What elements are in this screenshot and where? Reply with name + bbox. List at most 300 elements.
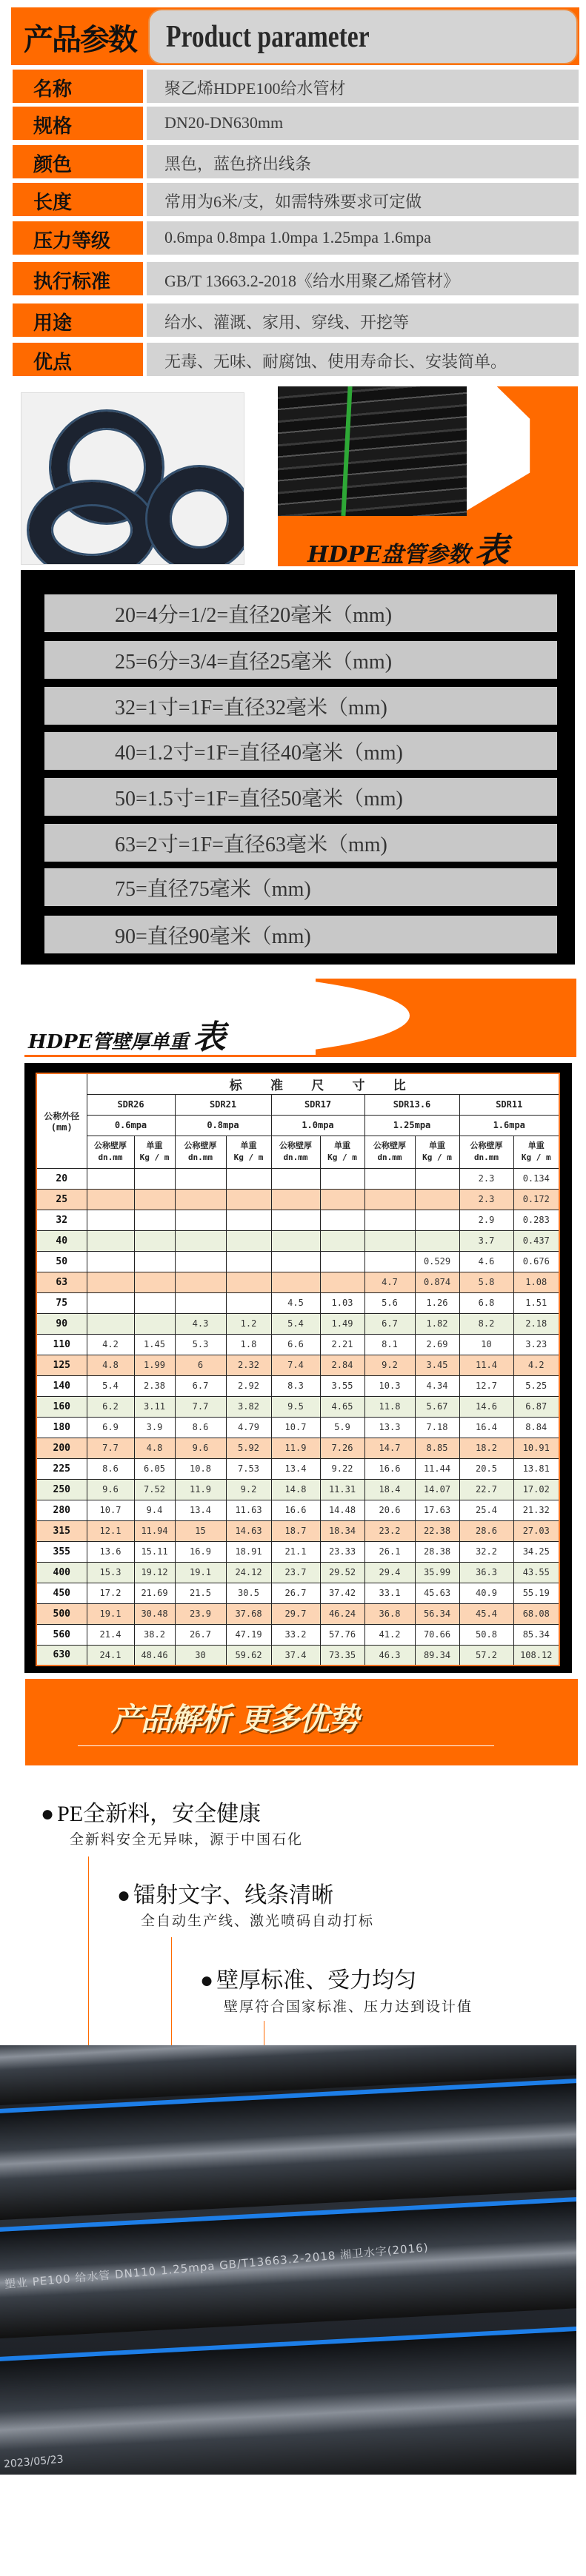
cell-thickness: 5.6: [364, 1292, 415, 1313]
cell-thickness: 8.1: [364, 1334, 415, 1355]
cell-weight: 9.4: [134, 1500, 175, 1520]
cell-weight: 19.12: [134, 1562, 175, 1583]
cell-weight: 4.2: [513, 1355, 559, 1375]
cell-weight: 68.08: [513, 1603, 559, 1624]
table-row: [36, 1210, 559, 1230]
wall-title-text: HDPE管壁厚单重: [28, 1031, 189, 1053]
cell-diameter: 450: [36, 1583, 87, 1603]
cell-thickness: 6.7: [175, 1375, 226, 1396]
cell-thickness: 21.4: [87, 1624, 134, 1645]
cell-weight: [134, 1313, 175, 1334]
cell-thickness: 28.6: [459, 1520, 513, 1541]
cell-weight: 0.529: [415, 1251, 459, 1272]
coil-params-title: [307, 523, 509, 572]
cell-weight: [226, 1272, 271, 1292]
cell-weight: [415, 1230, 459, 1251]
cell-thickness: [87, 1272, 134, 1292]
divider: [78, 1745, 494, 1746]
cell-thickness: 6.7: [364, 1313, 415, 1334]
cell-weight: 3.45: [415, 1355, 459, 1375]
cell-weight: 21.69: [134, 1583, 175, 1603]
cell-diameter: 160: [36, 1396, 87, 1417]
table-row: [36, 1645, 559, 1666]
wall-title-big: 表: [193, 1019, 226, 1056]
cell-thickness: 18.4: [364, 1479, 415, 1500]
cell-thickness: 3.7: [459, 1230, 513, 1251]
cell-thickness: [87, 1313, 134, 1334]
cell-weight: 59.62: [226, 1645, 271, 1666]
cell-weight: 0.874: [415, 1272, 459, 1292]
pipe-marking-text: 塑业 PE100 给水管 DN110 1.25mpa GB/T13663.2-2018 湘卫水字(2016): [4, 2240, 430, 2291]
connector-line: [88, 1856, 89, 2046]
cell-thickness: 6.9: [87, 1417, 134, 1438]
cell-weight: 37.42: [320, 1583, 364, 1603]
cell-weight: 17.02: [513, 1479, 559, 1500]
cell-weight: 0.134: [513, 1168, 559, 1189]
cell-weight: 85.34: [513, 1624, 559, 1645]
cell-weight: [226, 1292, 271, 1313]
cell-thickness: 40.9: [459, 1583, 513, 1603]
cell-weight: 7.53: [226, 1458, 271, 1479]
cell-thickness: [271, 1168, 320, 1189]
param-value: 0.6mpa 0.8mpa 1.0mpa 1.25mpa 1.6mpa: [147, 221, 579, 255]
wall-thickness-table: [36, 1073, 560, 1666]
cell-thickness: 14.7: [364, 1438, 415, 1458]
cell-thickness: 13.6: [87, 1541, 134, 1562]
cell-thickness: 57.2: [459, 1645, 513, 1666]
cell-diameter: 250: [36, 1479, 87, 1500]
cell-thickness: [271, 1189, 320, 1210]
header-thickness: 公称壁厚 dn.mm: [175, 1136, 226, 1168]
cell-weight: 21.32: [513, 1500, 559, 1520]
cell-thickness: [87, 1189, 134, 1210]
cell-thickness: 8.3: [271, 1375, 320, 1396]
cell-weight: 4.79: [226, 1417, 271, 1438]
cell-thickness: 11.9: [271, 1438, 320, 1458]
cell-diameter: 63: [36, 1272, 87, 1292]
table-row: [36, 1562, 559, 1583]
cell-thickness: 8.6: [87, 1458, 134, 1479]
advantage-3-desc: 壁厚符合国家标准、压力达到设计值: [224, 1999, 473, 2015]
table-row: [36, 1417, 559, 1438]
advantages-title: 产品解析 更多优势: [111, 1701, 358, 1737]
params-title-en: Product parameter: [166, 20, 370, 54]
advantage-1-title: ● PE全新料，安全健康: [41, 1795, 261, 1828]
cell-weight: 7.52: [134, 1479, 175, 1500]
header-sdr: SDR17: [271, 1094, 364, 1115]
cell-diameter: 50: [36, 1251, 87, 1272]
table-row: [36, 1458, 559, 1479]
header-pressure: 1.25mpa: [364, 1115, 459, 1136]
table-row: [36, 1230, 559, 1251]
cell-weight: 2.38: [134, 1375, 175, 1396]
cell-thickness: 26.7: [271, 1583, 320, 1603]
cell-weight: 48.46: [134, 1645, 175, 1666]
table-row: [36, 1624, 559, 1645]
header-thickness: 公称壁厚 dn.mm: [271, 1136, 320, 1168]
cell-weight: 3.82: [226, 1396, 271, 1417]
cell-weight: 0.676: [513, 1251, 559, 1272]
header-sdr: SDR21: [175, 1094, 271, 1115]
cell-diameter: 110: [36, 1334, 87, 1355]
cell-thickness: [364, 1230, 415, 1251]
cell-weight: 37.68: [226, 1603, 271, 1624]
header-pressure: 1.6mpa: [459, 1115, 559, 1136]
cell-weight: 17.63: [415, 1500, 459, 1520]
cell-thickness: [175, 1210, 226, 1230]
cell-thickness: 13.4: [271, 1458, 320, 1479]
cell-weight: 47.19: [226, 1624, 271, 1645]
cell-weight: [320, 1251, 364, 1272]
cell-thickness: 33.2: [271, 1624, 320, 1645]
cell-thickness: 2.9: [459, 1210, 513, 1230]
cell-weight: 6.05: [134, 1458, 175, 1479]
header-pressure: 0.6mpa: [87, 1115, 175, 1136]
params-title-en-box: [148, 9, 578, 64]
cell-weight: 55.19: [513, 1583, 559, 1603]
cell-weight: 34.25: [513, 1541, 559, 1562]
cell-weight: 46.24: [320, 1603, 364, 1624]
size-conversion-item: 75=直径75毫米（mm): [44, 868, 557, 906]
pipe-date-text: 2023/05/23: [3, 2453, 64, 2471]
cell-weight: 18.34: [320, 1520, 364, 1541]
cell-weight: 1.45: [134, 1334, 175, 1355]
cell-diameter: 400: [36, 1562, 87, 1583]
advantage-2-desc: 全自动生产线、激光喷码自动打标: [141, 1913, 375, 1929]
cell-thickness: 23.7: [271, 1562, 320, 1583]
cell-weight: 89.34: [415, 1645, 459, 1666]
cell-thickness: [364, 1251, 415, 1272]
cell-weight: 1.99: [134, 1355, 175, 1375]
cell-weight: 2.69: [415, 1334, 459, 1355]
cell-weight: 1.2: [226, 1313, 271, 1334]
cell-thickness: 5.4: [271, 1313, 320, 1334]
cell-diameter: 630: [36, 1645, 87, 1666]
param-label: 名称: [13, 70, 143, 103]
cell-thickness: 32.2: [459, 1541, 513, 1562]
cell-weight: 70.66: [415, 1624, 459, 1645]
cell-thickness: 4.5: [271, 1292, 320, 1313]
size-conversion-item: 40=1.2寸=1F=直径40毫米（mm): [44, 732, 557, 770]
cell-diameter: 500: [36, 1603, 87, 1624]
cell-weight: 1.51: [513, 1292, 559, 1313]
table-row: [36, 1438, 559, 1458]
cell-thickness: 12.7: [459, 1375, 513, 1396]
cell-thickness: 16.9: [175, 1541, 226, 1562]
cell-weight: 5.9: [320, 1417, 364, 1438]
cell-thickness: 13.4: [175, 1500, 226, 1520]
cell-weight: 56.34: [415, 1603, 459, 1624]
table-row: [36, 1520, 559, 1541]
cell-thickness: 2.3: [459, 1168, 513, 1189]
param-value: 无毒、无味、耐腐蚀、使用寿命长、安装简单。: [147, 343, 579, 376]
cell-thickness: 10.8: [175, 1458, 226, 1479]
cell-diameter: 355: [36, 1541, 87, 1562]
cell-weight: 1.26: [415, 1292, 459, 1313]
header-thickness: 公称壁厚 dn.mm: [87, 1136, 134, 1168]
size-conversion-item: 90=直径90毫米（mm): [44, 916, 557, 953]
cell-weight: 7.18: [415, 1417, 459, 1438]
cell-weight: 11.31: [320, 1479, 364, 1500]
cell-thickness: 5.8: [459, 1272, 513, 1292]
cell-weight: 73.35: [320, 1645, 364, 1666]
cell-weight: [134, 1251, 175, 1272]
cell-diameter: 315: [36, 1520, 87, 1541]
param-label: 用途: [13, 303, 143, 337]
cell-thickness: 46.3: [364, 1645, 415, 1666]
cell-weight: 6.87: [513, 1396, 559, 1417]
cell-weight: 3.55: [320, 1375, 364, 1396]
cell-thickness: 21.5: [175, 1583, 226, 1603]
cell-weight: 1.08: [513, 1272, 559, 1292]
cell-weight: 30.5: [226, 1583, 271, 1603]
cell-thickness: 26.1: [364, 1541, 415, 1562]
cell-weight: 29.52: [320, 1562, 364, 1583]
cell-weight: 1.49: [320, 1313, 364, 1334]
cell-thickness: 21.1: [271, 1541, 320, 1562]
cell-diameter: 200: [36, 1438, 87, 1458]
table-row: [36, 1168, 559, 1189]
cell-weight: 57.76: [320, 1624, 364, 1645]
cell-weight: 10.91: [513, 1438, 559, 1458]
cell-thickness: 20.5: [459, 1458, 513, 1479]
cell-thickness: 9.5: [271, 1396, 320, 1417]
cell-weight: 8.85: [415, 1438, 459, 1458]
size-conversion-item: 20=4分=1/2=直径20毫米（mm): [44, 594, 557, 632]
advantage-3-title: ● 壁厚标准、受力均匀: [200, 1962, 416, 1994]
cell-diameter: 25: [36, 1189, 87, 1210]
cell-weight: 2.18: [513, 1313, 559, 1334]
cell-thickness: 11.4: [459, 1355, 513, 1375]
size-conversion-item: 32=1寸=1F=直径32毫米（mm): [44, 687, 557, 725]
cell-weight: 5.25: [513, 1375, 559, 1396]
cell-weight: 2.21: [320, 1334, 364, 1355]
cell-weight: 9.2: [226, 1479, 271, 1500]
cell-weight: 15.11: [134, 1541, 175, 1562]
cell-weight: 45.63: [415, 1583, 459, 1603]
cell-weight: 9.22: [320, 1458, 364, 1479]
cell-weight: [415, 1210, 459, 1230]
cell-thickness: 19.1: [87, 1603, 134, 1624]
cell-diameter: 40: [36, 1230, 87, 1251]
cell-thickness: 29.7: [271, 1603, 320, 1624]
param-value: 聚乙烯HDPE100给水管材: [147, 70, 579, 103]
cell-thickness: 8.6: [175, 1417, 226, 1438]
cell-thickness: 9.2: [364, 1355, 415, 1375]
cell-weight: 23.33: [320, 1541, 364, 1562]
cell-thickness: 4.7: [364, 1272, 415, 1292]
cell-thickness: 12.1: [87, 1520, 134, 1541]
header-pressure: 1.0mpa: [271, 1115, 364, 1136]
coil-pipe-photo: [21, 392, 244, 565]
table-row: [36, 1292, 559, 1313]
cell-thickness: 6.8: [459, 1292, 513, 1313]
cell-weight: 2.32: [226, 1355, 271, 1375]
cell-diameter: 90: [36, 1313, 87, 1334]
table-row: [36, 1272, 559, 1292]
cell-weight: [415, 1168, 459, 1189]
cell-weight: 14.48: [320, 1500, 364, 1520]
param-label: 压力等级: [13, 221, 143, 255]
cell-thickness: 5.3: [175, 1334, 226, 1355]
cell-weight: [134, 1189, 175, 1210]
header-sdr: SDR26: [87, 1094, 175, 1115]
cell-weight: 5.92: [226, 1438, 271, 1458]
cell-weight: 38.2: [134, 1624, 175, 1645]
cell-thickness: 16.6: [271, 1500, 320, 1520]
param-label: 长度: [13, 183, 143, 216]
connector-line: [171, 1937, 172, 2046]
cell-weight: [134, 1210, 175, 1230]
cell-weight: [226, 1210, 271, 1230]
cell-thickness: 7.7: [175, 1396, 226, 1417]
table-row: [36, 1541, 559, 1562]
cell-weight: 35.99: [415, 1562, 459, 1583]
cell-weight: [320, 1189, 364, 1210]
cell-thickness: 7.4: [271, 1355, 320, 1375]
cell-thickness: 6.6: [271, 1334, 320, 1355]
cell-thickness: 4.6: [459, 1251, 513, 1272]
cell-weight: 108.12: [513, 1645, 559, 1666]
table-row: [36, 1479, 559, 1500]
cell-thickness: 50.8: [459, 1624, 513, 1645]
cell-thickness: 16.4: [459, 1417, 513, 1438]
header-weight: 单重 Kg / m: [134, 1136, 175, 1168]
param-label: 执行标准: [13, 262, 143, 295]
cell-weight: 11.44: [415, 1458, 459, 1479]
cell-weight: 3.9: [134, 1417, 175, 1438]
param-value: 黑色，蓝色挤出线条: [147, 145, 579, 178]
table-row: [36, 1583, 559, 1603]
cell-thickness: 10: [459, 1334, 513, 1355]
cell-thickness: 41.2: [364, 1624, 415, 1645]
cell-thickness: 13.3: [364, 1417, 415, 1438]
cell-thickness: 15: [175, 1520, 226, 1541]
cell-thickness: 8.2: [459, 1313, 513, 1334]
cell-thickness: 26.7: [175, 1624, 226, 1645]
cell-thickness: [87, 1292, 134, 1313]
cell-weight: 0.283: [513, 1210, 559, 1230]
param-label: 优点: [13, 343, 143, 376]
cell-diameter: 125: [36, 1355, 87, 1375]
cell-thickness: [175, 1168, 226, 1189]
table-row: [36, 1355, 559, 1375]
cell-diameter: 180: [36, 1417, 87, 1438]
cell-thickness: [271, 1230, 320, 1251]
param-value: 常用为6米/支，如需特殊要求可定做: [147, 183, 579, 216]
cell-weight: 0.437: [513, 1230, 559, 1251]
cell-thickness: 18.2: [459, 1438, 513, 1458]
cell-thickness: [271, 1210, 320, 1230]
cell-diameter: 225: [36, 1458, 87, 1479]
cell-weight: [320, 1210, 364, 1230]
coil-title-big: 表: [474, 530, 509, 570]
cell-thickness: 19.1: [175, 1562, 226, 1583]
header-thickness: 公称壁厚 dn.mm: [459, 1136, 513, 1168]
cell-weight: [226, 1230, 271, 1251]
cell-weight: [226, 1189, 271, 1210]
wall-table-title: [28, 1010, 225, 1058]
header-weight: 单重 Kg / m: [226, 1136, 271, 1168]
header-sdr-span: 标 准 尺 寸 比: [87, 1073, 559, 1094]
cell-thickness: [87, 1251, 134, 1272]
cell-weight: 28.38: [415, 1541, 459, 1562]
cell-weight: 4.8: [134, 1438, 175, 1458]
size-conversion-item: 50=1.5寸=1F=直径50毫米（mm): [44, 778, 557, 816]
cell-weight: [134, 1230, 175, 1251]
param-label: 规格: [13, 107, 143, 140]
cell-weight: 7.26: [320, 1438, 364, 1458]
cell-weight: 30.48: [134, 1603, 175, 1624]
cell-weight: [134, 1292, 175, 1313]
cell-thickness: [271, 1272, 320, 1292]
cell-thickness: 10.3: [364, 1375, 415, 1396]
cell-thickness: 22.7: [459, 1479, 513, 1500]
cell-weight: [226, 1251, 271, 1272]
cell-thickness: 23.2: [364, 1520, 415, 1541]
table-row: [36, 1251, 559, 1272]
cell-thickness: 14.6: [459, 1396, 513, 1417]
cell-weight: 14.07: [415, 1479, 459, 1500]
cell-thickness: 6.2: [87, 1396, 134, 1417]
header-pressure: 0.8mpa: [175, 1115, 271, 1136]
param-value: DN20-DN630mm: [147, 107, 579, 140]
cell-thickness: [271, 1251, 320, 1272]
cell-diameter: 140: [36, 1375, 87, 1396]
cell-thickness: 11.9: [175, 1479, 226, 1500]
table-row: [36, 1603, 559, 1624]
cell-thickness: 29.4: [364, 1562, 415, 1583]
cell-thickness: 25.4: [459, 1500, 513, 1520]
cell-weight: 24.12: [226, 1562, 271, 1583]
advantage-2-title: ● 镭射文字、线条清晰: [117, 1876, 333, 1909]
cell-thickness: 14.8: [271, 1479, 320, 1500]
cell-weight: 1.82: [415, 1313, 459, 1334]
cell-thickness: 5.4: [87, 1375, 134, 1396]
cell-weight: 8.84: [513, 1417, 559, 1438]
cell-weight: [134, 1272, 175, 1292]
cell-thickness: 45.4: [459, 1603, 513, 1624]
cell-thickness: [175, 1251, 226, 1272]
header-sdr: SDR11: [459, 1094, 559, 1115]
cell-weight: 2.92: [226, 1375, 271, 1396]
cell-thickness: 10.7: [271, 1417, 320, 1438]
cell-diameter: 75: [36, 1292, 87, 1313]
cell-weight: [320, 1230, 364, 1251]
param-value: 给水、灌溉、家用、穿线、开挖等: [147, 303, 579, 337]
cell-weight: 11.94: [134, 1520, 175, 1541]
size-conversion-panel: [21, 570, 575, 965]
cell-weight: 14.63: [226, 1520, 271, 1541]
cell-weight: 5.67: [415, 1396, 459, 1417]
cell-thickness: 10.7: [87, 1500, 134, 1520]
cell-thickness: 6: [175, 1355, 226, 1375]
cell-thickness: 24.1: [87, 1645, 134, 1666]
cell-weight: 22.38: [415, 1520, 459, 1541]
header-weight: 单重 Kg / m: [320, 1136, 364, 1168]
cell-diameter: 560: [36, 1624, 87, 1645]
cell-thickness: 4.3: [175, 1313, 226, 1334]
cell-thickness: 17.2: [87, 1583, 134, 1603]
cell-weight: 1.8: [226, 1334, 271, 1355]
cell-thickness: [175, 1189, 226, 1210]
params-title-cn: 产品参数: [24, 23, 136, 57]
header-sdr: SDR13.6: [364, 1094, 459, 1115]
header-thickness: 公称壁厚 dn.mm: [364, 1136, 415, 1168]
cell-thickness: 9.6: [87, 1479, 134, 1500]
cell-weight: 18.91: [226, 1541, 271, 1562]
header-weight: 单重 Kg / m: [415, 1136, 459, 1168]
